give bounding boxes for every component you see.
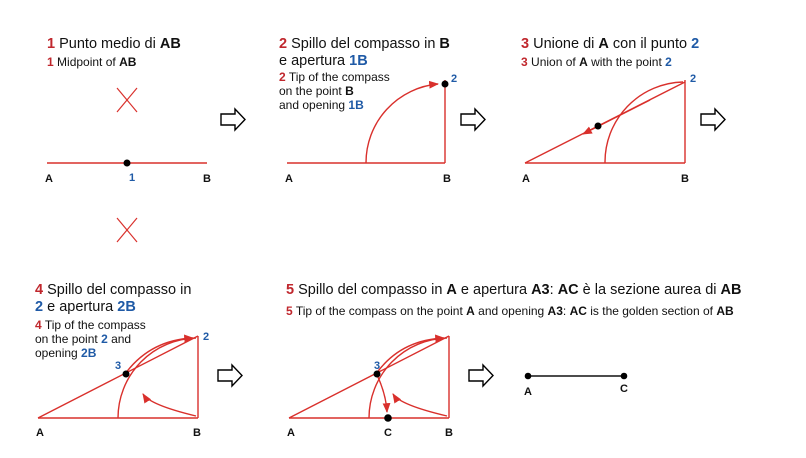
step-4-title-en-line1: 4 Tip of the compass: [35, 318, 146, 332]
step-4-title-it-line2: 2 e apertura 2B: [35, 299, 136, 315]
step-3-panel: [521, 36, 699, 185]
hypotenuse-a-2: [289, 336, 449, 418]
step-3-title-it: 3 Unione di A con il punto 2: [521, 36, 700, 52]
point-a-label: A: [285, 173, 293, 185]
step-4-panel: [35, 282, 209, 439]
point-2-label: 2: [690, 73, 697, 85]
step-5-title-en: 5 Tip of the compass on the point A and opening A3: AC is the golden section of AB: [286, 304, 734, 318]
step-1-title-en: 1 Midpoint of AB: [47, 55, 137, 69]
point-a-label: A: [522, 173, 530, 185]
right-arrow-icon: [701, 109, 725, 130]
compass-arc-2-lower: [393, 394, 447, 416]
point-3-label: 3: [374, 360, 381, 372]
point-b-label: B: [445, 427, 453, 439]
step-3-title-en: 3 Union of A with the point 2: [521, 55, 672, 69]
compass-arc-2-lower: [143, 394, 196, 416]
point-2-label: 2: [203, 331, 210, 343]
point-b-label: B: [203, 173, 211, 185]
point-a: [525, 373, 532, 380]
step-4-title-en-line2: on the point 2 and: [35, 332, 132, 346]
point-c-label: C: [620, 383, 628, 395]
point-on-hypotenuse: [595, 123, 602, 130]
cross-mark-icon: [117, 218, 137, 242]
point-3-label: 3: [115, 360, 122, 372]
point-3: [123, 371, 130, 378]
point-a-label: A: [45, 173, 53, 185]
right-arrow-icon: [469, 365, 493, 386]
compass-arc: [605, 82, 683, 163]
step-2-title-en-line1: 2 Tip of the compass: [279, 70, 390, 84]
right-arrow-icon: [218, 365, 242, 386]
step-4-title-en-line3: opening 2B: [35, 346, 97, 360]
point-2: [442, 81, 449, 88]
point-b-label: B: [443, 173, 451, 185]
step-5-panel: [286, 282, 741, 439]
step-5-title-it: 5 Spillo del compasso in A e apertura A3: AC è la sezione aurea di AB: [286, 282, 742, 298]
point-a-label: A: [524, 386, 532, 398]
point-c: [621, 373, 628, 380]
step-2-title-it-line2: e apertura 1B: [279, 53, 368, 69]
step-1-title-it: 1 Punto medio di AB: [47, 36, 181, 52]
compass-arc-b: [369, 338, 447, 418]
step-2-title-it-line1: 2 Spillo del compasso in B: [279, 36, 450, 52]
right-arrow-icon: [221, 109, 245, 130]
point-c-label: C: [384, 427, 392, 439]
point-2-label: 2: [451, 73, 458, 85]
compass-arc: [366, 84, 438, 163]
point-c: [384, 414, 392, 422]
step-1-panel: [45, 36, 211, 242]
step-2-title-en-line3: and opening 1B: [279, 98, 364, 112]
midpoint-1: [124, 160, 131, 167]
step-2-title-en-line2: on the point B: [279, 84, 354, 98]
point-b-label: B: [681, 173, 689, 185]
step-2-panel: [279, 36, 457, 185]
result-panel: [524, 373, 628, 398]
direction-arrow: [583, 100, 650, 134]
cross-mark-icon: [117, 88, 137, 112]
point-1-label: 1: [129, 172, 136, 184]
step-4-title-it-line1: 4 Spillo del compasso in: [35, 282, 192, 298]
point-a-label: A: [287, 427, 295, 439]
right-arrow-icon: [461, 109, 485, 130]
compass-arc-b: [118, 338, 196, 418]
point-a-label: A: [36, 427, 44, 439]
point-b-label: B: [193, 427, 201, 439]
